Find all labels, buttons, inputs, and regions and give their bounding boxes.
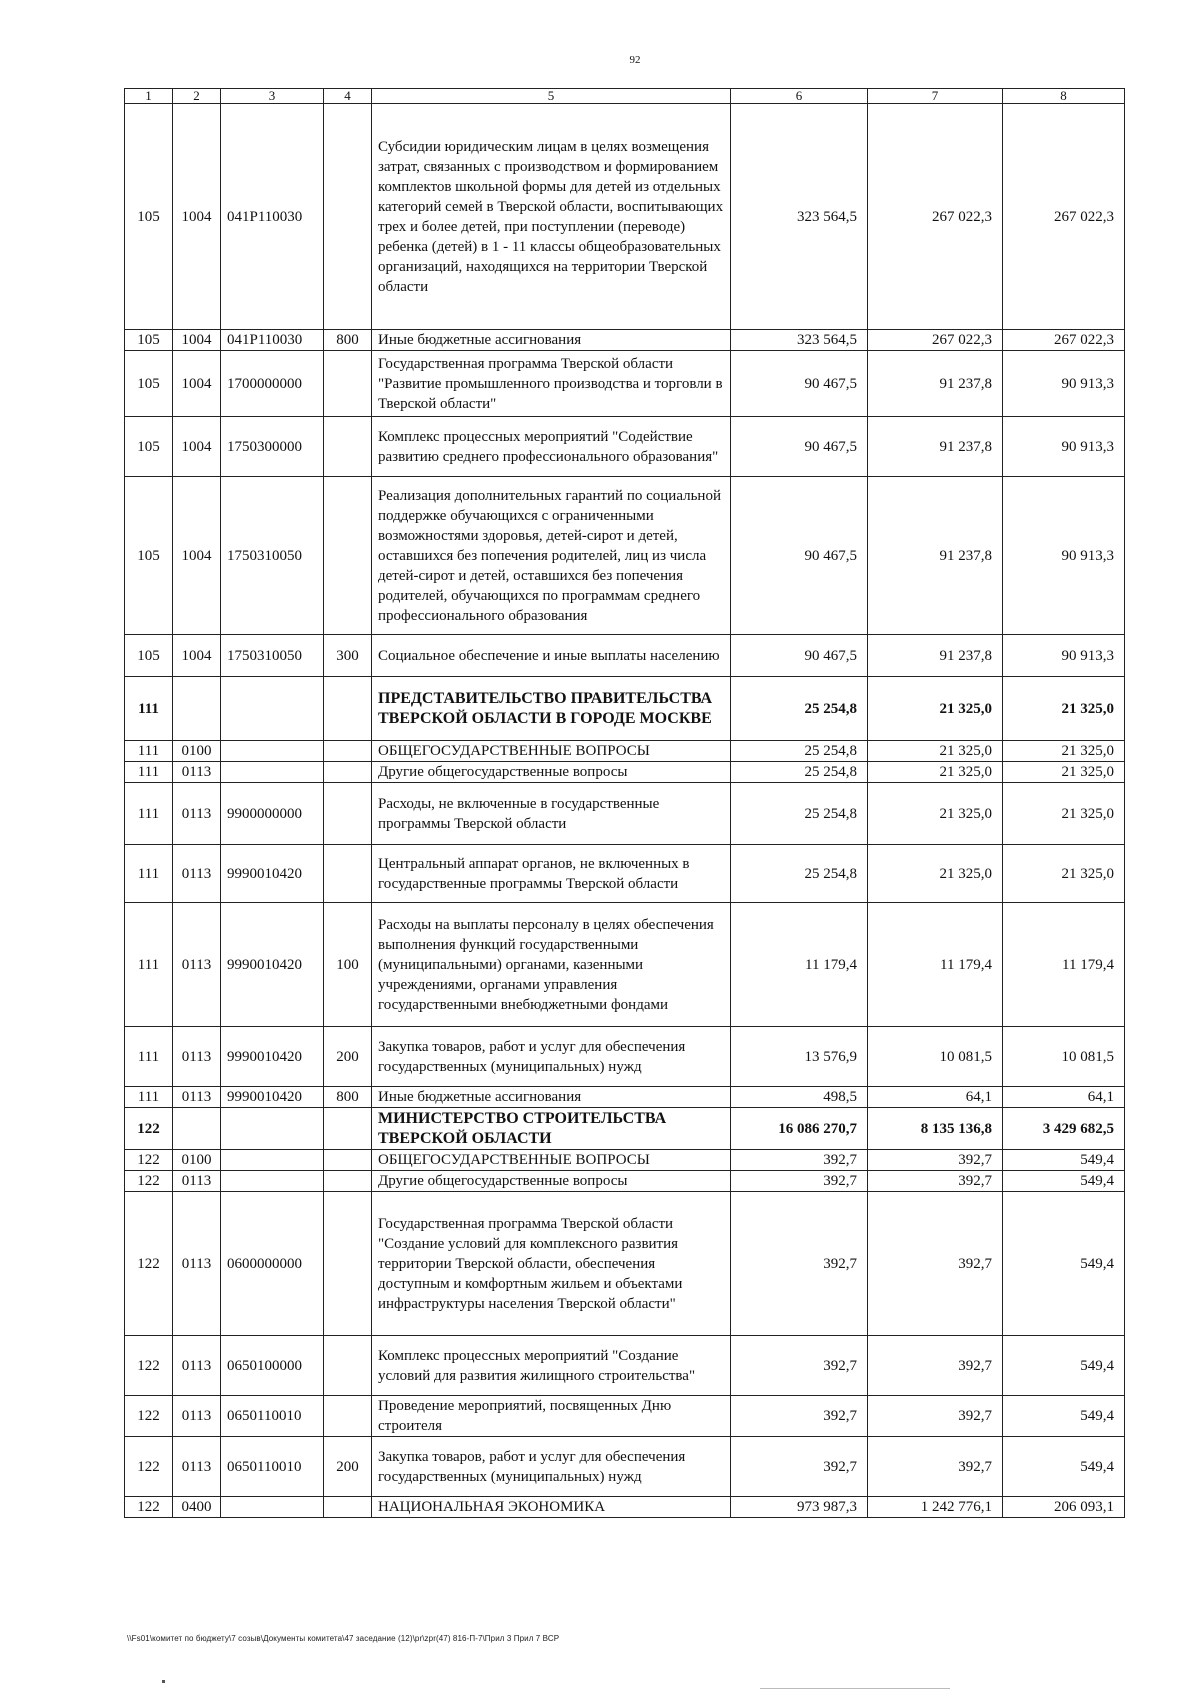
section-code-cell: 0113: [173, 783, 221, 845]
amount-col7-cell: 392,7: [868, 1171, 1003, 1192]
table-row: [125, 845, 1125, 903]
section-code-cell: 1004: [173, 417, 221, 477]
amount-col7-cell: 21 325,0: [868, 762, 1003, 783]
amount-col6-cell: 16 086 270,7: [731, 1108, 868, 1150]
file-path-footer: \\Fs01\комитет по бюджету\7 созыв\Документы комитета\47 заседание (12)\pr\zpr(47) 816-П-7\Прил 3 Прил 7 ВСР: [127, 1634, 560, 1643]
target-article-cell: 041P110030: [221, 104, 324, 330]
name-cell: ПРЕДСТАВИТЕЛЬСТВО ПРАВИТЕЛЬСТВА ТВЕРСКОЙ ОБЛАСТИ В ГОРОДЕ МОСКВЕ: [372, 677, 731, 741]
name-cell: ОБЩЕГОСУДАРСТВЕННЫЕ ВОПРОСЫ: [372, 741, 731, 762]
expense-type-cell: 200: [324, 1437, 372, 1497]
section-code-cell: 0113: [173, 1087, 221, 1108]
name-cell: Социальное обеспечение и иные выплаты населению: [372, 635, 731, 677]
expense-type-cell: [324, 677, 372, 741]
table-row: [125, 635, 1125, 677]
target-article-cell: [221, 1150, 324, 1171]
table-row: [125, 1150, 1125, 1171]
expense-type-cell: 800: [324, 330, 372, 351]
name-cell: Расходы, не включенные в государственные программы Тверской области: [372, 783, 731, 845]
table-row: [125, 783, 1125, 845]
amount-col8-cell: 3 429 682,5: [1003, 1108, 1125, 1150]
amount-col7-cell: 91 237,8: [868, 351, 1003, 417]
admin-code-cell: 122: [125, 1192, 173, 1336]
expense-type-cell: [324, 1150, 372, 1171]
expense-type-cell: [324, 1497, 372, 1518]
admin-code-cell: 111: [125, 741, 173, 762]
section-code-cell: 1004: [173, 477, 221, 635]
amount-col6-cell: 392,7: [731, 1396, 868, 1437]
section-code-cell: 0113: [173, 1027, 221, 1087]
header-cell: 6: [731, 89, 868, 104]
admin-code-cell: 122: [125, 1437, 173, 1497]
section-code-cell: 0113: [173, 1437, 221, 1497]
section-code-cell: 0100: [173, 741, 221, 762]
target-article-cell: 041P110030: [221, 330, 324, 351]
target-article-cell: 1750310050: [221, 635, 324, 677]
table-row: [125, 1192, 1125, 1336]
name-cell: Комплекс процессных мероприятий "Создание условий для развития жилищного строительства": [372, 1336, 731, 1396]
amount-col6-cell: 90 467,5: [731, 417, 868, 477]
amount-col8-cell: 549,4: [1003, 1171, 1125, 1192]
amount-col7-cell: 21 325,0: [868, 677, 1003, 741]
amount-col8-cell: 549,4: [1003, 1437, 1125, 1497]
amount-col6-cell: 323 564,5: [731, 104, 868, 330]
target-article-cell: 0650100000: [221, 1336, 324, 1396]
amount-col8-cell: 90 913,3: [1003, 635, 1125, 677]
amount-col6-cell: 90 467,5: [731, 635, 868, 677]
expense-type-cell: [324, 1108, 372, 1150]
name-cell: МИНИСТЕРСТВО СТРОИТЕЛЬСТВА ТВЕРСКОЙ ОБЛАСТИ: [372, 1108, 731, 1150]
header-cell: 8: [1003, 89, 1125, 104]
header-row: [125, 89, 1125, 104]
name-cell: Субсидии юридическим лицам в целях возмещения затрат, связанных с производством и формированием комплектов школьной формы для детей из отдельных категорий семей в Тверской области, воспитывающих трех и более детей, при поступлении (переводе) ребенка (детей) в 1 - 11 классы общеобразовательных организаций, находящихся на территории Тверской области: [372, 104, 731, 330]
target-article-cell: 0600000000: [221, 1192, 324, 1336]
amount-col8-cell: 90 913,3: [1003, 477, 1125, 635]
target-article-cell: [221, 1171, 324, 1192]
table-row: [125, 1027, 1125, 1087]
name-cell: Иные бюджетные ассигнования: [372, 330, 731, 351]
name-cell: Закупка товаров, работ и услуг для обеспечения государственных (муниципальных) нужд: [372, 1437, 731, 1497]
admin-code-cell: 111: [125, 903, 173, 1027]
name-cell: Другие общегосударственные вопросы: [372, 1171, 731, 1192]
amount-col6-cell: 392,7: [731, 1336, 868, 1396]
amount-col7-cell: 392,7: [868, 1437, 1003, 1497]
amount-col8-cell: 21 325,0: [1003, 741, 1125, 762]
amount-col7-cell: 21 325,0: [868, 845, 1003, 903]
amount-col7-cell: 392,7: [868, 1150, 1003, 1171]
section-code-cell: 0113: [173, 845, 221, 903]
scan-mark: [162, 1680, 165, 1683]
target-article-cell: [221, 741, 324, 762]
table-row: [125, 762, 1125, 783]
target-article-cell: 1750310050: [221, 477, 324, 635]
name-cell: Государственная программа Тверской области "Развитие промышленного производства и торговли в Тверской области": [372, 351, 731, 417]
amount-col8-cell: 549,4: [1003, 1336, 1125, 1396]
amount-col6-cell: 973 987,3: [731, 1497, 868, 1518]
amount-col8-cell: 64,1: [1003, 1087, 1125, 1108]
table-row: [125, 1108, 1125, 1150]
header-cell: 2: [173, 89, 221, 104]
name-cell: Иные бюджетные ассигнования: [372, 1087, 731, 1108]
section-code-cell: 0113: [173, 1192, 221, 1336]
section-code-cell: 1004: [173, 635, 221, 677]
amount-col8-cell: 90 913,3: [1003, 351, 1125, 417]
expense-type-cell: 200: [324, 1027, 372, 1087]
amount-col7-cell: 392,7: [868, 1192, 1003, 1336]
name-cell: Расходы на выплаты персоналу в целях обеспечения выполнения функций государственными (муниципальными) органами, казенными учреждениями, органами управления государственными внебюджетными фондами: [372, 903, 731, 1027]
amount-col8-cell: 21 325,0: [1003, 783, 1125, 845]
target-article-cell: 0650110010: [221, 1396, 324, 1437]
amount-col8-cell: 549,4: [1003, 1396, 1125, 1437]
section-code-cell: [173, 1108, 221, 1150]
admin-code-cell: 122: [125, 1336, 173, 1396]
admin-code-cell: 122: [125, 1497, 173, 1518]
expense-type-cell: [324, 417, 372, 477]
expense-type-cell: [324, 1396, 372, 1437]
table-row: [125, 477, 1125, 635]
section-code-cell: 0113: [173, 1396, 221, 1437]
table-row: [125, 1087, 1125, 1108]
target-article-cell: 0650110010: [221, 1437, 324, 1497]
table-row: [125, 741, 1125, 762]
amount-col7-cell: 91 237,8: [868, 417, 1003, 477]
name-cell: ОБЩЕГОСУДАРСТВЕННЫЕ ВОПРОСЫ: [372, 1150, 731, 1171]
amount-col6-cell: 13 576,9: [731, 1027, 868, 1087]
amount-col8-cell: 11 179,4: [1003, 903, 1125, 1027]
name-cell: Реализация дополнительных гарантий по социальной поддержке обучающихся с ограниченными возможностями здоровья, детей-сирот и детей, оставшихся без попечения родителей, лиц из числа детей-сирот и детей, оставшихся без попечения родителей, обучающихся по программам среднего профессионального образования: [372, 477, 731, 635]
section-code-cell: 0113: [173, 1171, 221, 1192]
expense-type-cell: 300: [324, 635, 372, 677]
header-cell: 5: [372, 89, 731, 104]
expense-type-cell: [324, 477, 372, 635]
target-article-cell: 1700000000: [221, 351, 324, 417]
amount-col6-cell: 90 467,5: [731, 477, 868, 635]
amount-col7-cell: 91 237,8: [868, 477, 1003, 635]
table-row: [125, 1497, 1125, 1518]
name-cell: НАЦИОНАЛЬНАЯ ЭКОНОМИКА: [372, 1497, 731, 1518]
amount-col6-cell: 498,5: [731, 1087, 868, 1108]
header-cell: 3: [221, 89, 324, 104]
expense-type-cell: [324, 104, 372, 330]
admin-code-cell: 111: [125, 845, 173, 903]
admin-code-cell: 122: [125, 1396, 173, 1437]
target-article-cell: 9990010420: [221, 845, 324, 903]
amount-col8-cell: 21 325,0: [1003, 677, 1125, 741]
amount-col7-cell: 11 179,4: [868, 903, 1003, 1027]
amount-col8-cell: 549,4: [1003, 1150, 1125, 1171]
section-code-cell: [173, 677, 221, 741]
amount-col6-cell: 90 467,5: [731, 351, 868, 417]
admin-code-cell: 122: [125, 1171, 173, 1192]
section-code-cell: 1004: [173, 104, 221, 330]
admin-code-cell: 105: [125, 330, 173, 351]
amount-col7-cell: 392,7: [868, 1396, 1003, 1437]
header-cell: 4: [324, 89, 372, 104]
amount-col6-cell: 392,7: [731, 1150, 868, 1171]
admin-code-cell: 105: [125, 477, 173, 635]
amount-col8-cell: 267 022,3: [1003, 330, 1125, 351]
amount-col8-cell: 267 022,3: [1003, 104, 1125, 330]
table-row: [125, 677, 1125, 741]
amount-col7-cell: 21 325,0: [868, 741, 1003, 762]
expense-type-cell: [324, 762, 372, 783]
amount-col8-cell: 21 325,0: [1003, 845, 1125, 903]
table-row: [125, 330, 1125, 351]
target-article-cell: [221, 1497, 324, 1518]
admin-code-cell: 111: [125, 762, 173, 783]
name-cell: Проведение мероприятий, посвященных Дню строителя: [372, 1396, 731, 1437]
target-article-cell: 9900000000: [221, 783, 324, 845]
page-number: 92: [629, 54, 641, 66]
admin-code-cell: 111: [125, 1027, 173, 1087]
admin-code-cell: 105: [125, 104, 173, 330]
admin-code-cell: 105: [125, 635, 173, 677]
table-row: [125, 417, 1125, 477]
budget-table: [124, 88, 1125, 1518]
amount-col6-cell: 11 179,4: [731, 903, 868, 1027]
amount-col6-cell: 25 254,8: [731, 845, 868, 903]
section-code-cell: 0113: [173, 1336, 221, 1396]
amount-col6-cell: 392,7: [731, 1192, 868, 1336]
name-cell: Другие общегосударственные вопросы: [372, 762, 731, 783]
expense-type-cell: [324, 351, 372, 417]
section-code-cell: 0113: [173, 903, 221, 1027]
expense-type-cell: 100: [324, 903, 372, 1027]
table-row: [125, 903, 1125, 1027]
amount-col7-cell: 267 022,3: [868, 104, 1003, 330]
section-code-cell: 0113: [173, 762, 221, 783]
amount-col6-cell: 25 254,8: [731, 783, 868, 845]
amount-col6-cell: 25 254,8: [731, 741, 868, 762]
amount-col7-cell: 21 325,0: [868, 783, 1003, 845]
table-row: [125, 351, 1125, 417]
name-cell: Закупка товаров, работ и услуг для обеспечения государственных (муниципальных) нужд: [372, 1027, 731, 1087]
header-cell: 7: [868, 89, 1003, 104]
section-code-cell: 0100: [173, 1150, 221, 1171]
expense-type-cell: [324, 845, 372, 903]
amount-col8-cell: 549,4: [1003, 1192, 1125, 1336]
table-row: [125, 1437, 1125, 1497]
admin-code-cell: 105: [125, 417, 173, 477]
expense-type-cell: [324, 1336, 372, 1396]
table-row: [125, 104, 1125, 330]
amount-col8-cell: 21 325,0: [1003, 762, 1125, 783]
target-article-cell: [221, 762, 324, 783]
amount-col7-cell: 392,7: [868, 1336, 1003, 1396]
target-article-cell: 9990010420: [221, 1087, 324, 1108]
amount-col8-cell: 90 913,3: [1003, 417, 1125, 477]
scan-line: [760, 1688, 950, 1689]
section-code-cell: 1004: [173, 351, 221, 417]
amount-col8-cell: 206 093,1: [1003, 1497, 1125, 1518]
target-article-cell: 1750300000: [221, 417, 324, 477]
admin-code-cell: 111: [125, 1087, 173, 1108]
amount-col7-cell: 1 242 776,1: [868, 1497, 1003, 1518]
name-cell: Центральный аппарат органов, не включенных в государственные программы Тверской области: [372, 845, 731, 903]
table-row: [125, 1396, 1125, 1437]
amount-col6-cell: 25 254,8: [731, 677, 868, 741]
target-article-cell: [221, 1108, 324, 1150]
amount-col6-cell: 392,7: [731, 1171, 868, 1192]
section-code-cell: 0400: [173, 1497, 221, 1518]
amount-col7-cell: 10 081,5: [868, 1027, 1003, 1087]
name-cell: Государственная программа Тверской области "Создание условий для комплексного развития территории Тверской области, обеспечения доступным и комфортным жильем и объектами инфраструктуры населения Тверской области": [372, 1192, 731, 1336]
target-article-cell: 9990010420: [221, 903, 324, 1027]
name-cell: Комплекс процессных мероприятий "Содействие развитию среднего профессионального образования": [372, 417, 731, 477]
target-article-cell: [221, 677, 324, 741]
target-article-cell: 9990010420: [221, 1027, 324, 1087]
admin-code-cell: 122: [125, 1150, 173, 1171]
expense-type-cell: [324, 741, 372, 762]
table-row: [125, 1171, 1125, 1192]
expense-type-cell: [324, 1171, 372, 1192]
admin-code-cell: 111: [125, 677, 173, 741]
amount-col8-cell: 10 081,5: [1003, 1027, 1125, 1087]
amount-col6-cell: 25 254,8: [731, 762, 868, 783]
header-cell: 1: [125, 89, 173, 104]
table-row: [125, 1336, 1125, 1396]
amount-col7-cell: 8 135 136,8: [868, 1108, 1003, 1150]
admin-code-cell: 122: [125, 1108, 173, 1150]
section-code-cell: 1004: [173, 330, 221, 351]
amount-col7-cell: 267 022,3: [868, 330, 1003, 351]
expense-type-cell: [324, 1192, 372, 1336]
expense-type-cell: 800: [324, 1087, 372, 1108]
amount-col7-cell: 91 237,8: [868, 635, 1003, 677]
amount-col6-cell: 323 564,5: [731, 330, 868, 351]
admin-code-cell: 111: [125, 783, 173, 845]
expense-type-cell: [324, 783, 372, 845]
amount-col6-cell: 392,7: [731, 1437, 868, 1497]
amount-col7-cell: 64,1: [868, 1087, 1003, 1108]
admin-code-cell: 105: [125, 351, 173, 417]
